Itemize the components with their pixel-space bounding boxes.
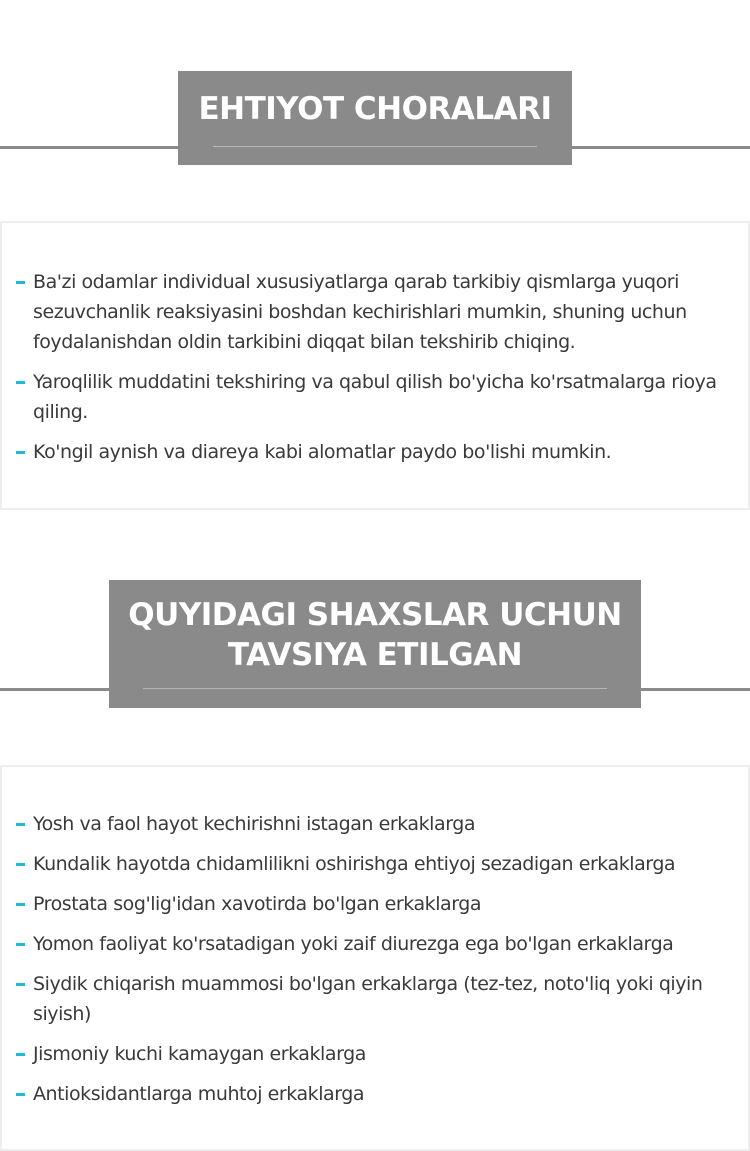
- list-item-text: Ko'ngil aynish va diareya kabi alomatlar paydo bo'lishi mumkin.: [33, 441, 612, 463]
- dash-bullet-icon: [16, 451, 25, 454]
- list-item-text: Jismoniy kuchi kamaygan erkaklarga: [33, 1043, 366, 1065]
- list-item: [14, 267, 740, 357]
- recommended-list: [14, 809, 740, 1119]
- dash-bullet-icon: [16, 903, 25, 906]
- precautions-panel: [0, 221, 750, 510]
- list-item-text: Kundalik hayotda chidamlilikni oshirishga ehtiyoj sezadigan erkaklarga: [33, 853, 676, 875]
- list-item-text: Yomon faoliyat ko'rsatadigan yoki zaif diurezga ega bo'lgan erkaklarga: [33, 933, 674, 955]
- dash-bullet-icon: [16, 281, 25, 284]
- list-item: [14, 969, 740, 1029]
- list-item-text: Prostata sog'lig'idan xavotirda bo'lgan erkaklarga: [33, 893, 482, 915]
- dash-bullet-icon: [16, 1053, 25, 1056]
- recommended-title-line2: TAVSIYA ETILGAN: [227, 637, 523, 673]
- list-item-text: Yosh va faol hayot kechirishni istagan erkaklarga: [33, 813, 476, 835]
- title-underline: [143, 688, 607, 689]
- list-item: [14, 929, 740, 959]
- dash-bullet-icon: [16, 823, 25, 826]
- dash-bullet-icon: [16, 381, 25, 384]
- recommended-title-line1: QUYIDAGI SHAXSLAR UCHUN: [128, 597, 622, 633]
- list-item: [14, 1079, 740, 1109]
- recommended-panel: [0, 765, 750, 1151]
- dash-bullet-icon: [16, 943, 25, 946]
- list-item-text: Ba'zi odamlar individual xususiyatlarga qarab tarkibiy qismlarga yuqori sezuvchanlik reaksiyasini boshdan kechirishlari mumkin, shuning uchun foydalanishdan oldin tarkibini diqqat bilan tekshirib chiqing.: [33, 271, 687, 353]
- dash-bullet-icon: [16, 863, 25, 866]
- list-item-text: Yaroqlilik muddatini tekshiring va qabul qilish bo'yicha ko'rsatmalarga rioya qiling.: [33, 371, 717, 423]
- list-item-text: Siydik chiqarish muammosi bo'lgan erkaklarga (tez-tez, noto'liq yoki qiyin siyish): [33, 973, 703, 1025]
- list-item: [14, 437, 740, 467]
- dash-bullet-icon: [16, 1093, 25, 1096]
- precautions-title-box: [178, 71, 572, 165]
- list-item: [14, 367, 740, 427]
- dash-bullet-icon: [16, 983, 25, 986]
- list-item: [14, 809, 740, 839]
- list-item: [14, 889, 740, 919]
- precautions-list: [14, 267, 740, 477]
- title-underline: [213, 146, 537, 147]
- list-item: [14, 1039, 740, 1069]
- precautions-title: EHTIYOT CHORALARI: [198, 91, 552, 127]
- list-item: [14, 849, 740, 879]
- list-item-text: Antioksidantlarga muhtoj erkaklarga: [33, 1083, 365, 1105]
